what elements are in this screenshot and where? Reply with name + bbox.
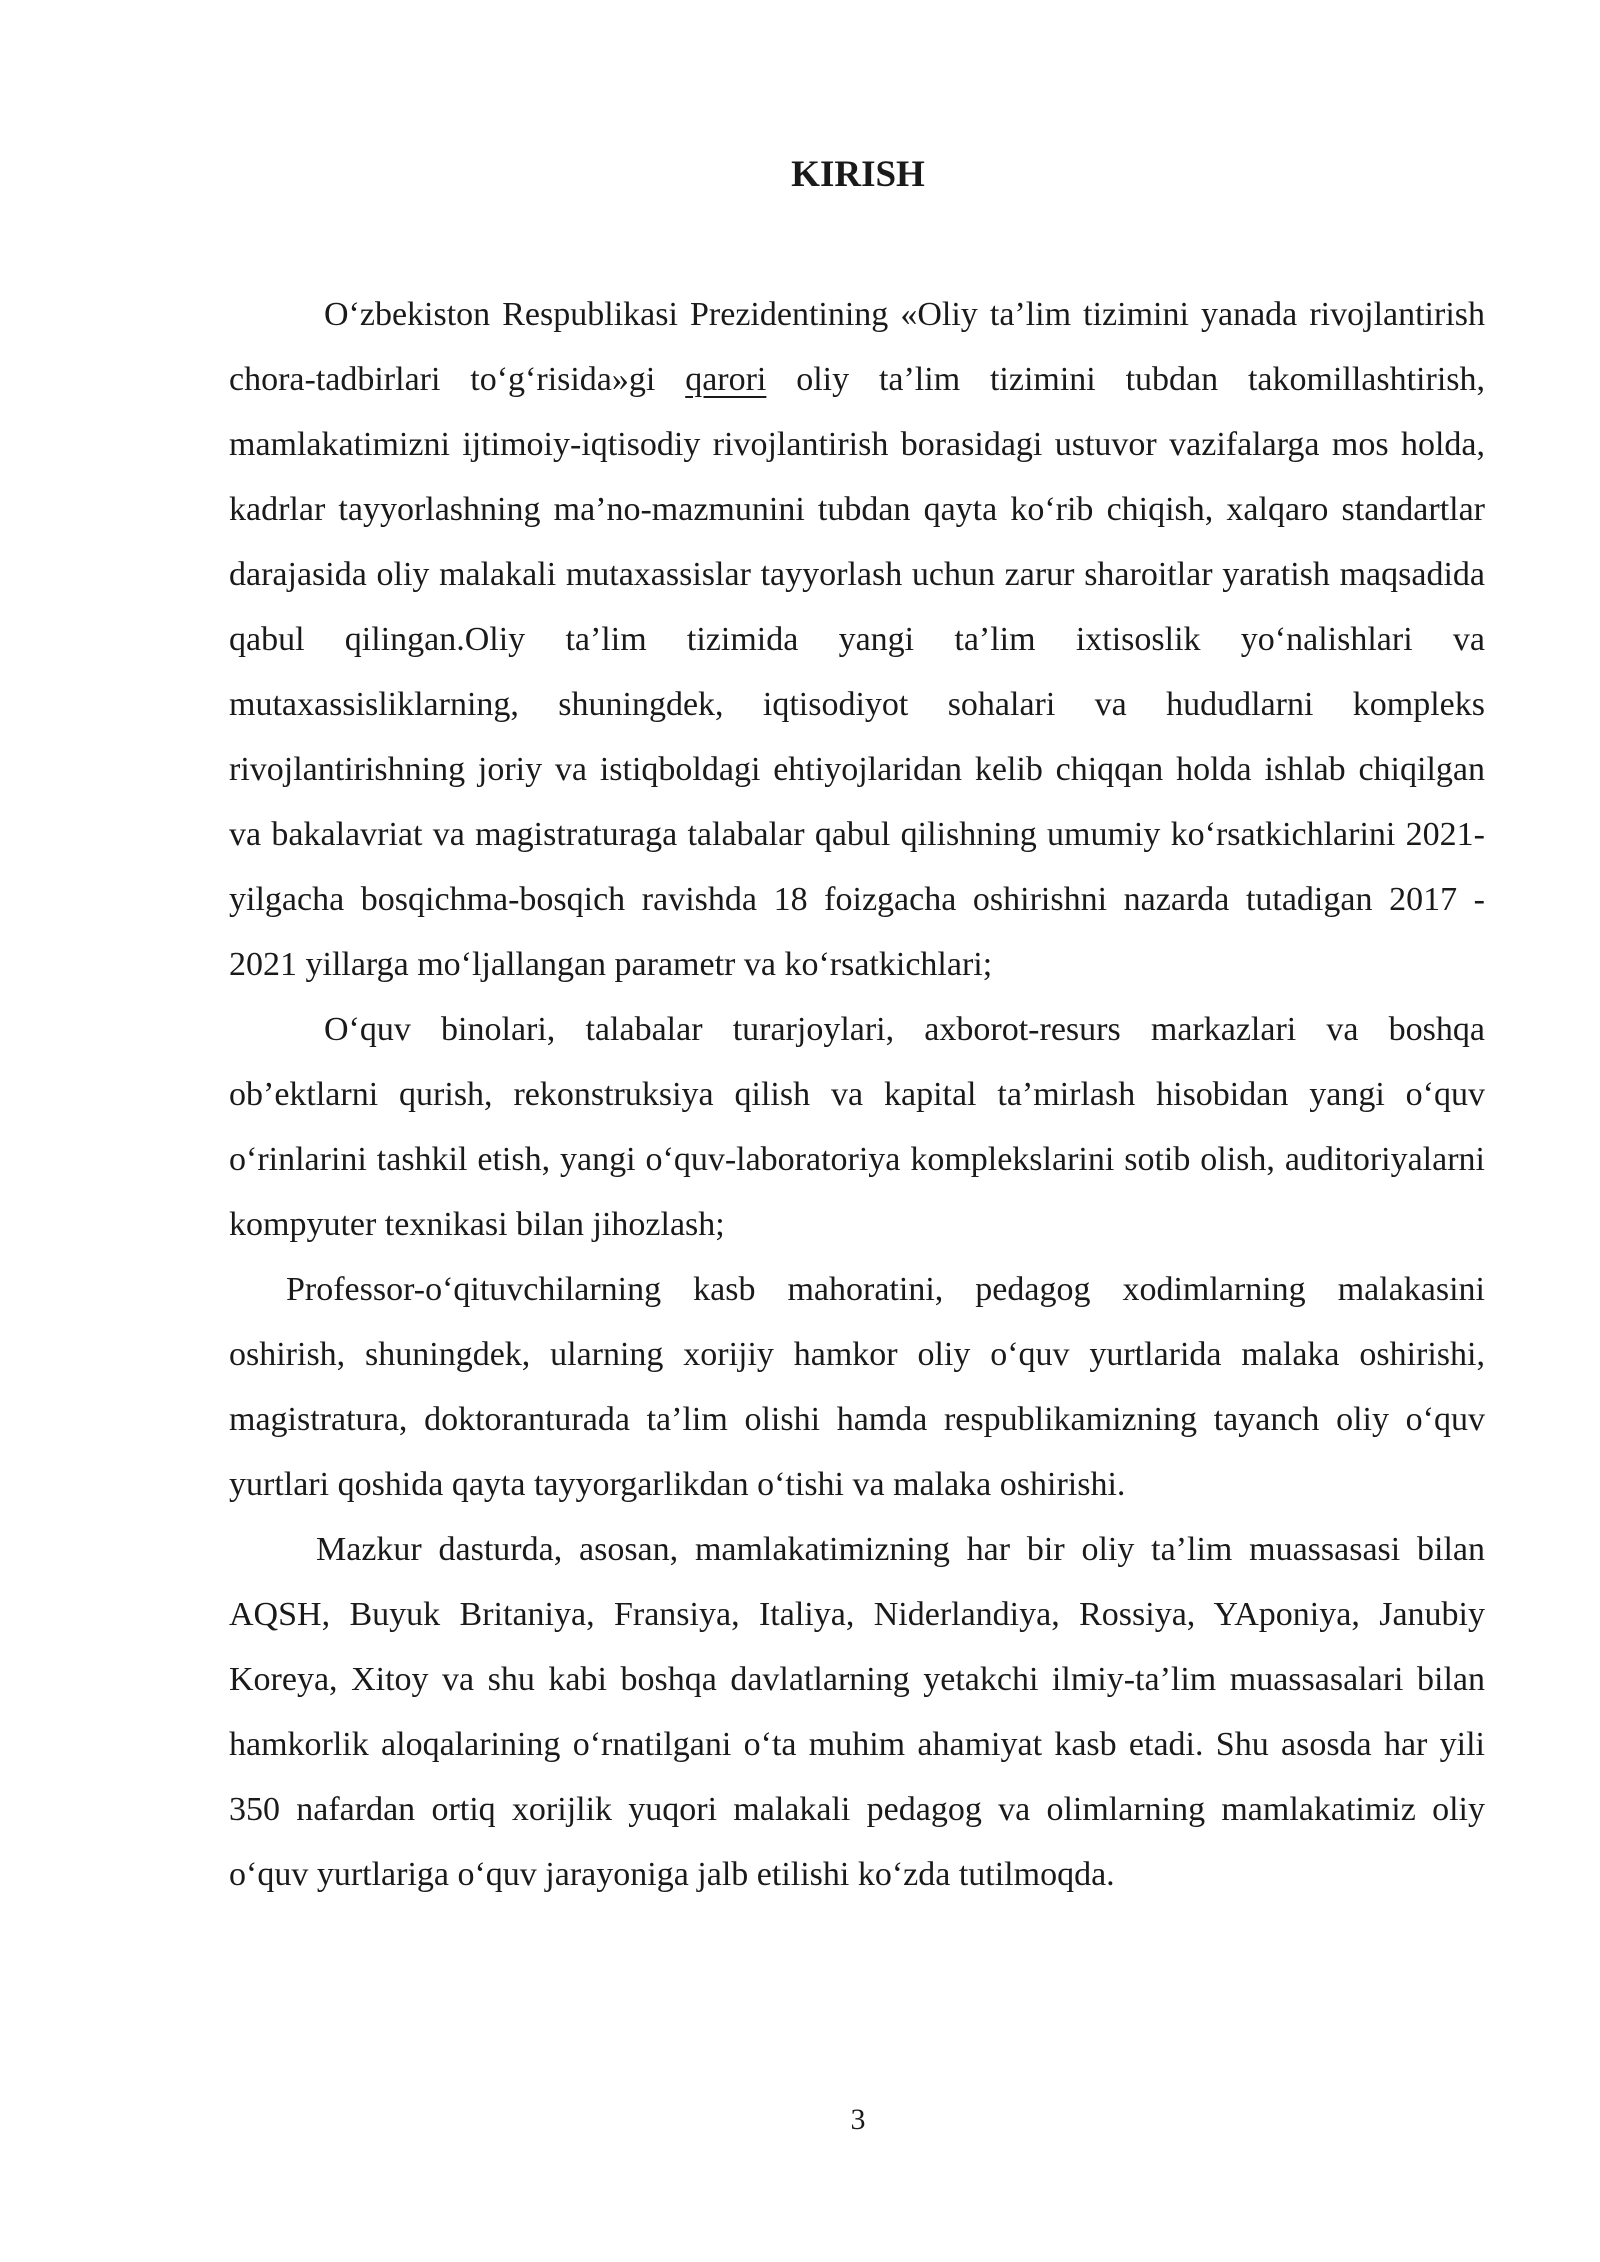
qarori-link[interactable]: qarori [685, 361, 767, 398]
paragraph-4: Mazkur dasturda, asosan, mamlakatimizning har bir oliy ta’lim muassasasi bilan AQSH, Buyuk Britaniya, Fransiya, Italiya, Niderlandiya, Rossiya, YAponiya, Janubiy Koreya, Xitoy va shu kabi boshqa davlatlarning yetakchi ilmiy-ta’lim muassasalari bilan hamkorlik aloqalarining o‘rnatilgani o‘ta muhim ahamiyat kasb etadi. Shu asosda har yili 350 nafardan ortiq xorijlik yuqori malakali pedagog va olimlarning mamlakatimiz oliy o‘quv yurtlariga o‘quv jarayoniga jalb etilishi ko‘zda tutilmoqda. [229, 1531, 1485, 1893]
paragraph-3: Professor-o‘qituvchilarning kasb mahoratini, pedagog xodimlarning malakasini oshirish, shuningdek, ularning xorijiy hamkor oliy o‘quv yurtlarida malaka oshirishi, magistratura, doktoranturada ta’lim olishi hamda respublikamizning tayanch oliy o‘quv yurtlari qoshida qayta tayyorgarlikdan o‘tishi va malaka oshirishi. [229, 1271, 1485, 1503]
page-number: 3 [850, 2103, 866, 2136]
document-title: KIRISH [791, 154, 925, 195]
paragraph-1-text-start: O‘zbekiston Respublikasi Prezidentining «Oliy ta’lim tizimini yanada rivojlantirish chora-tadbirlari to‘g‘risida»gi [229, 296, 1485, 398]
document-body [229, 282, 1485, 1907]
paragraph-2: O‘quv binolari, talabalar turarjoylari, axborot-resurs markazlari va boshqa ob’ektlarni qurish, rekonstruksiya qilish va kapital ta’mirlash hisobidan yangi o‘quv o‘rinlarini tashkil etish, yangi o‘quv-laboratoriya komplekslarini sotib olish, auditoriyalarni kompyuter texnikasi bilan jihozlash; [229, 1011, 1485, 1243]
paragraph-1-text-end: oliy ta’lim tizimini tubdan takomillashtirish, mamlakatimizni ijtimoiy-iqtisodiy rivojlantirish borasidagi ustuvor vazifalarga mos holda, kadrlar tayyorlashning ma’no-mazmunini tubdan qayta ko‘rib chiqish, xalqaro standartlar darajasida oliy malakali mutaxassislar tayyorlash uchun zarur sharoitlar yaratish maqsadida qabul qilingan.Oliy ta’lim tizimida yangi ta’lim ixtisoslik yo‘nalishlari va mutaxassisliklarning, shuningdek, iqtisodiyot sohalari va hududlarni kompleks rivojlantirishning joriy va istiqboldagi ehtiyojlaridan kelib chiqqan holda ishlab chiqilgan va bakalavriat va magistraturaga talabalar qabul qilishning umumiy ko‘rsatkichlarini 2021-yilgacha bosqichma-bosqich ravishda 18 foizgacha oshirishni nazarda tutadigan 2017 - 2021 yillarga mo‘ljallangan parametr va ko‘rsatkichlari; [229, 361, 1485, 983]
paragraph-1 [229, 282, 1485, 997]
